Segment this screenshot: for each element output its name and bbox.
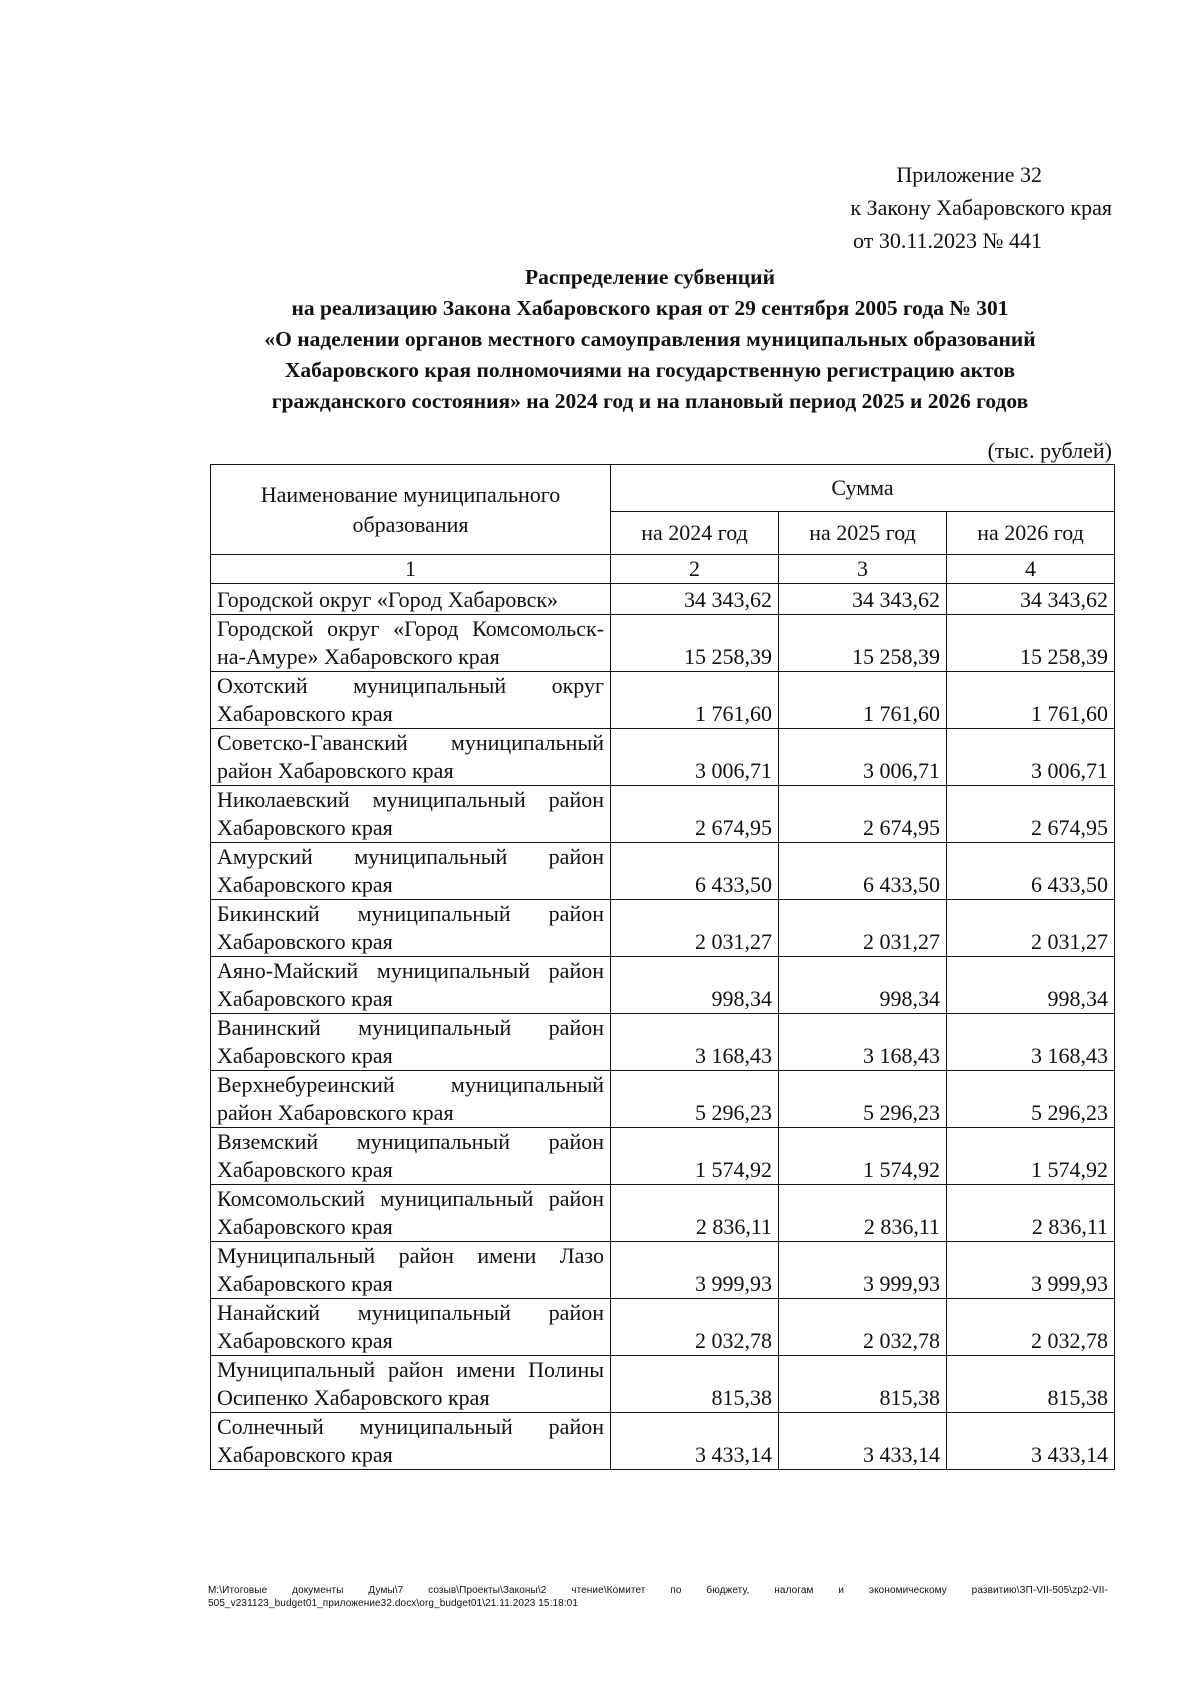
table-row xyxy=(211,1299,1115,1356)
municipality-name: Николаевский муниципальный район Хабаровского края xyxy=(211,786,611,843)
column-number: 3 xyxy=(779,555,947,584)
amount-2024: 2 674,95 xyxy=(611,786,779,843)
amount-2024: 1 574,92 xyxy=(611,1128,779,1185)
table-row xyxy=(211,1014,1115,1071)
municipality-name: Верхнебуреинский муниципальный район Хабаровского края xyxy=(211,1071,611,1128)
title-line-1: Распределение субвенций xyxy=(525,265,775,289)
column-number: 4 xyxy=(947,555,1115,584)
municipality-name: Вяземский муниципальный район Хабаровского края xyxy=(211,1128,611,1185)
amount-2024: 15 258,39 xyxy=(611,615,779,672)
table-row xyxy=(211,615,1115,672)
table-row xyxy=(211,1242,1115,1299)
amount-2025: 5 296,23 xyxy=(779,1071,947,1128)
municipality-name: Солнечный муниципальный район Хабаровского края xyxy=(211,1413,611,1470)
amount-2025: 2 674,95 xyxy=(779,786,947,843)
amount-2026: 3 433,14 xyxy=(947,1413,1115,1470)
appendix-date: от 30.11.2023 № 441 xyxy=(853,228,1042,253)
municipality-name: Амурский муниципальный район Хабаровского края xyxy=(211,843,611,900)
amount-2024: 6 433,50 xyxy=(611,843,779,900)
amount-2024: 2 836,11 xyxy=(611,1185,779,1242)
amount-2025: 815,38 xyxy=(779,1356,947,1413)
table-row xyxy=(211,843,1115,900)
table-row xyxy=(211,1071,1115,1128)
table-row xyxy=(211,672,1115,729)
amount-2024: 2 031,27 xyxy=(611,900,779,957)
header-sum: Сумма xyxy=(611,465,1115,512)
municipality-name: Ванинский муниципальный район Хабаровского края xyxy=(211,1014,611,1071)
amount-2024: 3 006,71 xyxy=(611,729,779,786)
amount-2026: 2 032,78 xyxy=(947,1299,1115,1356)
amount-2026: 6 433,50 xyxy=(947,843,1115,900)
amount-2024: 3 168,43 xyxy=(611,1014,779,1071)
municipality-name: Советско-Гаванский муниципальный район Хабаровского края xyxy=(211,729,611,786)
amount-2024: 2 032,78 xyxy=(611,1299,779,1356)
table-row xyxy=(211,957,1115,1014)
table-row xyxy=(211,1128,1115,1185)
amount-2026: 1 574,92 xyxy=(947,1128,1115,1185)
amount-2025: 3 006,71 xyxy=(779,729,947,786)
amount-2025: 3 168,43 xyxy=(779,1014,947,1071)
amount-2026: 815,38 xyxy=(947,1356,1115,1413)
amount-2026: 1 761,60 xyxy=(947,672,1115,729)
amount-2026: 2 674,95 xyxy=(947,786,1115,843)
amount-2025: 2 032,78 xyxy=(779,1299,947,1356)
municipality-name: Аяно-Майский муниципальный район Хабаровского края xyxy=(211,957,611,1014)
amount-2026: 998,34 xyxy=(947,957,1115,1014)
units-label: (тыс. рублей) xyxy=(987,438,1112,463)
amount-2024: 998,34 xyxy=(611,957,779,1014)
title-line-5: гражданского состояния» на 2024 год и на плановый период 2025 и 2026 годов xyxy=(271,389,1029,413)
municipality-name: Городской округ «Город Комсомольск-на-Амуре» Хабаровского края xyxy=(211,615,611,672)
amount-2025: 3 433,14 xyxy=(779,1413,947,1470)
amount-2025: 15 258,39 xyxy=(779,615,947,672)
municipality-name: Охотский муниципальный округ Хабаровского края xyxy=(211,672,611,729)
amount-2026: 34 343,62 xyxy=(947,584,1115,615)
amount-2026: 3 168,43 xyxy=(947,1014,1115,1071)
municipality-name: Бикинский муниципальный район Хабаровского края xyxy=(211,900,611,957)
table-row xyxy=(211,1356,1115,1413)
municipality-name: Нанайский муниципальный район Хабаровского края xyxy=(211,1299,611,1356)
header-name: Наименование муниципального образования xyxy=(211,465,611,555)
table-row xyxy=(211,786,1115,843)
title-line-4: Хабаровского края полномочиями на государственную регистрацию актов xyxy=(284,358,1016,382)
amount-2025: 1 574,92 xyxy=(779,1128,947,1185)
table-row xyxy=(211,584,1115,615)
amount-2025: 34 343,62 xyxy=(779,584,947,615)
appendix-law: к Закону Хабаровского края xyxy=(850,195,1112,220)
amount-2024: 3 999,93 xyxy=(611,1242,779,1299)
file-path-footer: M:\Итоговые документы Думы\7 созыв\Проекты\Законы\2 чтение\Комитет по бюджету, налогам и экономическому развитию\ЗП-VII-505\zp2-VII-505_v231123_budget01_приложение32.docx\org_budget01\21.11.2023 15:18:01 xyxy=(208,1585,1108,1609)
appendix-reference xyxy=(772,158,1112,257)
amount-2025: 2 836,11 xyxy=(779,1185,947,1242)
amount-2026: 3 006,71 xyxy=(947,729,1115,786)
document-title xyxy=(180,262,1120,417)
amount-2025: 6 433,50 xyxy=(779,843,947,900)
table-row xyxy=(211,1185,1115,1242)
amount-2026: 3 999,93 xyxy=(947,1242,1115,1299)
appendix-number: Приложение 32 xyxy=(896,162,1042,187)
amount-2024: 34 343,62 xyxy=(611,584,779,615)
table-row xyxy=(211,1413,1115,1470)
title-line-2: на реализацию Закона Хабаровского края от 29 сентября 2005 года № 301 xyxy=(291,296,1009,320)
header-year-2025: на 2025 год xyxy=(779,512,947,555)
header-year-2026: на 2026 год xyxy=(947,512,1115,555)
amount-2026: 5 296,23 xyxy=(947,1071,1115,1128)
table-row xyxy=(211,729,1115,786)
amount-2024: 3 433,14 xyxy=(611,1413,779,1470)
amount-2024: 5 296,23 xyxy=(611,1071,779,1128)
municipality-name: Муниципальный район имени Полины Осипенко Хабаровского края xyxy=(211,1356,611,1413)
column-number: 1 xyxy=(211,555,611,584)
amount-2026: 15 258,39 xyxy=(947,615,1115,672)
amount-2026: 2 031,27 xyxy=(947,900,1115,957)
column-number: 2 xyxy=(611,555,779,584)
amount-2025: 998,34 xyxy=(779,957,947,1014)
subvention-table xyxy=(210,464,1115,1470)
title-line-3: «О наделении органов местного самоуправления муниципальных образований xyxy=(264,327,1036,351)
municipality-name: Муниципальный район имени Лазо Хабаровского края xyxy=(211,1242,611,1299)
amount-2024: 815,38 xyxy=(611,1356,779,1413)
table-row xyxy=(211,900,1115,957)
municipality-name: Комсомольский муниципальный район Хабаровского края xyxy=(211,1185,611,1242)
municipality-name: Городской округ «Город Хабаровск» xyxy=(211,584,611,615)
amount-2025: 2 031,27 xyxy=(779,900,947,957)
amount-2026: 2 836,11 xyxy=(947,1185,1115,1242)
amount-2024: 1 761,60 xyxy=(611,672,779,729)
amount-2025: 3 999,93 xyxy=(779,1242,947,1299)
header-year-2024: на 2024 год xyxy=(611,512,779,555)
amount-2025: 1 761,60 xyxy=(779,672,947,729)
